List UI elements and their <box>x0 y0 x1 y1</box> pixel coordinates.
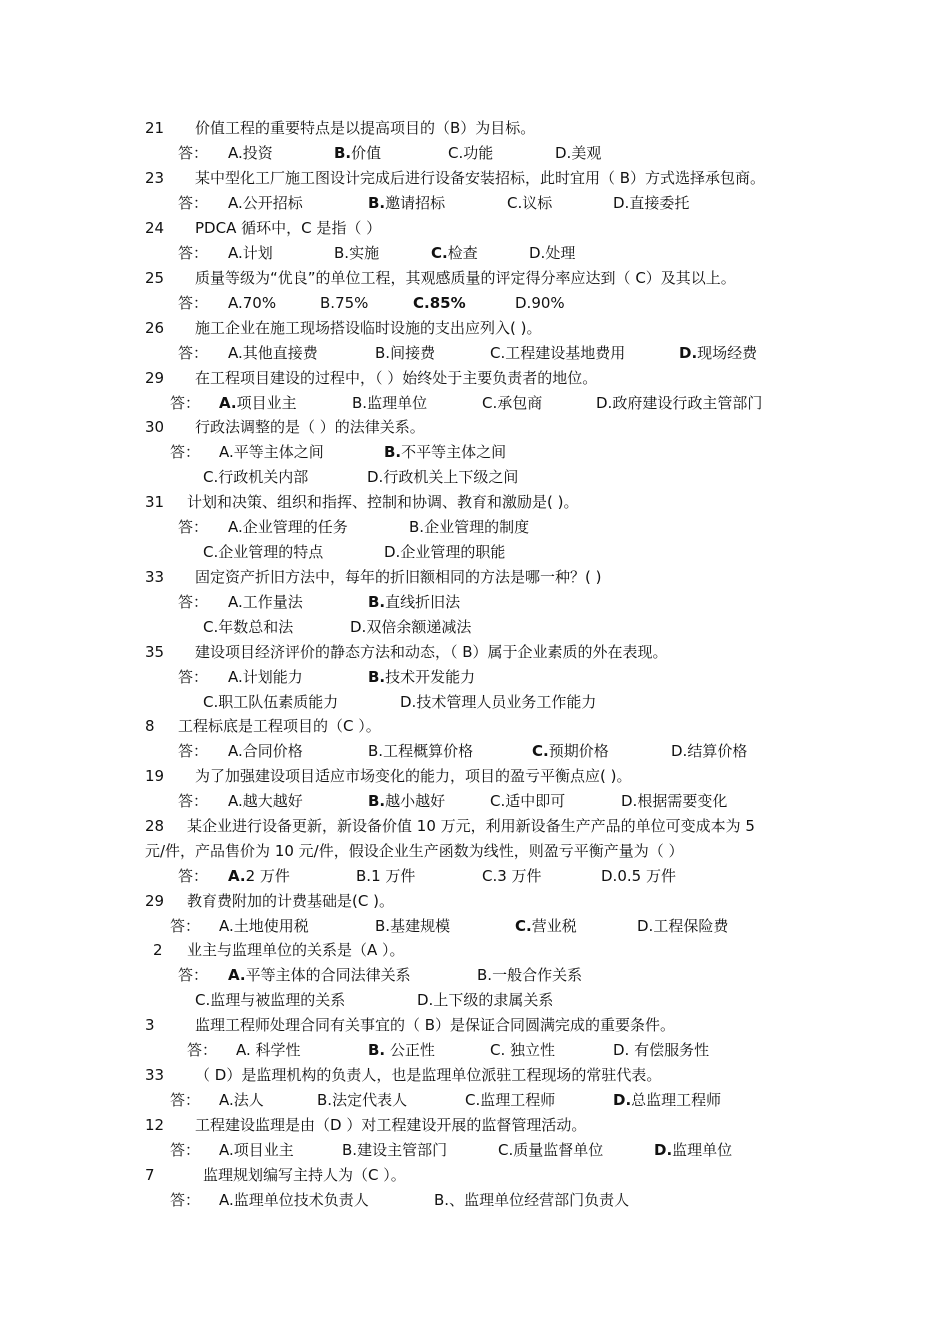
option-d: D.双倍余额递减法 <box>350 618 472 636</box>
answer-label: 答： <box>170 394 201 412</box>
option-d: D.监理单位 <box>654 1141 733 1159</box>
question-text: 监理规划编写主持人为（C ）。 <box>203 1166 406 1184</box>
option-d: D.总监理工程师 <box>613 1091 722 1109</box>
question-number: 24 <box>145 219 165 237</box>
option-b: B.不平等主体之间 <box>384 443 507 461</box>
option-d: D.现场经费 <box>679 344 758 362</box>
option-c: C.行政机关内部 <box>203 468 309 486</box>
option-b: B.法定代表人 <box>317 1091 408 1109</box>
question-number: 2 <box>153 941 163 959</box>
question-text: 监理工程师处理合同有关事宜的（ B）是保证合同圆满完成的重要条件。 <box>195 1016 676 1034</box>
question-text: 某企业进行设备更新，新设备价值 10 万元，利用新设备生产产品的单位可变成本为 5 <box>187 817 755 835</box>
answer-label: 答： <box>178 593 209 611</box>
option-a: A.70% <box>228 294 277 312</box>
option-c: C.适中即可 <box>490 792 566 810</box>
option-a: A.工作量法 <box>228 593 303 611</box>
question-text: 为了加强建设项目适应市场变化的能力，项目的盈亏平衡点应( )。 <box>195 767 632 785</box>
question-number: 35 <box>145 643 165 661</box>
option-b: B.工程概算价格 <box>368 742 474 760</box>
answer-label: 答： <box>178 668 209 686</box>
option-c: C.质量监督单位 <box>498 1141 604 1159</box>
option-a: A.2 万件 <box>228 867 290 885</box>
option-d: D.行政机关上下级之间 <box>367 468 519 486</box>
option-a: A.平等主体之间 <box>219 443 324 461</box>
question-number: 25 <box>145 269 165 287</box>
question-text: 施工企业在施工现场搭设临时设施的支出应列入( )。 <box>195 319 542 337</box>
option-c: C.企业管理的特点 <box>203 543 324 561</box>
option-a: A.计划能力 <box>228 668 303 686</box>
question-number: 29 <box>145 369 165 387</box>
option-d: D. 有偿服务性 <box>613 1041 710 1059</box>
option-d: D.技术管理人员业务工作能力 <box>400 693 597 711</box>
option-d: D.工程保险费 <box>637 917 729 935</box>
option-d: D.结算价格 <box>671 742 748 760</box>
option-c: C.议标 <box>507 194 553 212</box>
answer-label: 答： <box>187 1041 218 1059</box>
question-number: 3 <box>145 1016 155 1034</box>
question-number: 19 <box>145 767 165 785</box>
option-a: A.土地使用税 <box>219 917 309 935</box>
option-a: A.监理单位技术负责人 <box>219 1191 369 1209</box>
option-b: B.1 万件 <box>356 867 416 885</box>
question-number: 7 <box>145 1166 155 1184</box>
option-a: A.合同价格 <box>228 742 303 760</box>
answer-label: 答： <box>170 1091 201 1109</box>
option-b: B.建设主管部门 <box>342 1141 448 1159</box>
option-d: D.企业管理的职能 <box>384 543 506 561</box>
answer-label: 答： <box>178 867 209 885</box>
option-b: B.监理单位 <box>352 394 428 412</box>
option-c: C.85% <box>413 294 466 312</box>
question-number: 30 <box>145 418 165 436</box>
answer-label: 答： <box>178 518 209 536</box>
option-d: D.根据需要变化 <box>621 792 728 810</box>
option-a: A.公开招标 <box>228 194 303 212</box>
answer-label: 答： <box>178 144 209 162</box>
question-number: 33 <box>145 568 165 586</box>
question-text: 在工程项目建设的过程中，（ ）始终处于主要负责者的地位。 <box>195 369 598 387</box>
question-text-continued: 元/件，产品售价为 10 元/件，假设企业生产函数为线性，则盈亏平衡产量为（ ） <box>145 842 684 860</box>
question-number: 12 <box>145 1116 165 1134</box>
answer-label: 答： <box>178 344 209 362</box>
question-text: 业主与监理单位的关系是（A ）。 <box>187 941 405 959</box>
option-b: B.直线折旧法 <box>368 593 461 611</box>
option-d: D.90% <box>515 294 565 312</box>
option-c: C.职工队伍素质能力 <box>203 693 339 711</box>
option-d: D.直接委托 <box>613 194 690 212</box>
option-d: D.处理 <box>529 244 576 262</box>
option-a: A.项目业主 <box>219 1141 294 1159</box>
answer-label: 答： <box>178 194 209 212</box>
option-b: B.邀请招标 <box>368 194 446 212</box>
question-text: 固定资产折旧方法中，每年的折旧额相同的方法是哪一种？( ) <box>195 568 602 586</box>
answer-label: 答： <box>178 742 209 760</box>
question-text: 建设项目经济评价的静态方法和动态，（ B）属于企业素质的外在表现。 <box>195 643 668 661</box>
answer-label: 答： <box>170 917 201 935</box>
option-b: B.价值 <box>334 144 382 162</box>
question-number: 28 <box>145 817 165 835</box>
option-b: B.越小越好 <box>368 792 446 810</box>
option-a: A.项目业主 <box>219 394 297 412</box>
option-c: C.监理工程师 <box>465 1091 556 1109</box>
answer-label: 答： <box>170 1191 201 1209</box>
option-b: B.企业管理的制度 <box>409 518 530 536</box>
option-d: D.政府建设行政主管部门 <box>596 394 763 412</box>
option-c: C.年数总和法 <box>203 618 294 636</box>
option-b: B.75% <box>320 294 369 312</box>
option-a: A.平等主体的合同法律关系 <box>228 966 411 984</box>
question-number: 29 <box>145 892 165 910</box>
question-number: 26 <box>145 319 165 337</box>
option-d: D.0.5 万件 <box>601 867 676 885</box>
option-c: C.检查 <box>431 244 478 262</box>
answer-label: 答： <box>170 443 201 461</box>
question-text: 工程标底是工程项目的（C ）。 <box>178 717 381 735</box>
option-b: B.、监理单位经营部门负责人 <box>434 1191 630 1209</box>
option-a: A. 科学性 <box>236 1041 301 1059</box>
option-b: B.实施 <box>334 244 380 262</box>
question-number: 33 <box>145 1066 165 1084</box>
answer-label: 答： <box>178 966 209 984</box>
question-text: （ D）是监理机构的负责人，也是监理单位派驻工程现场的常驻代表。 <box>195 1066 662 1084</box>
option-b: B.基建规模 <box>375 917 451 935</box>
option-b: B.一般合作关系 <box>477 966 583 984</box>
option-c: C.3 万件 <box>482 867 542 885</box>
question-number: 31 <box>145 493 165 511</box>
question-text: 质量等级为“优良”的单位工程，其观感质量的评定得分率应达到（ C）及其以上。 <box>195 269 736 287</box>
answer-label: 答： <box>178 792 209 810</box>
option-c: C. 独立性 <box>490 1041 556 1059</box>
question-text: 行政法调整的是（ ）的法律关系。 <box>195 418 425 436</box>
option-b: B.间接费 <box>375 344 436 362</box>
option-d: D.上下级的隶属关系 <box>417 991 554 1009</box>
option-c: C.营业税 <box>515 917 577 935</box>
question-text: 计划和决策、组织和指挥、控制和协调、教育和激励是( )。 <box>187 493 579 511</box>
option-c: C.预期价格 <box>532 742 609 760</box>
option-a: A.其他直接费 <box>228 344 318 362</box>
answer-label: 答： <box>178 244 209 262</box>
answer-label: 答： <box>178 294 209 312</box>
question-number: 21 <box>145 119 165 137</box>
question-text: PDCA 循环中，C 是指（ ） <box>195 219 382 237</box>
question-number: 8 <box>145 717 155 735</box>
option-a: A.越大越好 <box>228 792 303 810</box>
question-text: 某中型化工厂施工图设计完成后进行设备安装招标，此时宜用（ B）方式选择承包商。 <box>195 169 766 187</box>
option-b: B.技术开发能力 <box>368 668 476 686</box>
answer-label: 答： <box>170 1141 201 1159</box>
question-number: 23 <box>145 169 165 187</box>
option-a: A.法人 <box>219 1091 264 1109</box>
option-c: C.监理与被监理的关系 <box>195 991 346 1009</box>
option-d: D.美观 <box>555 144 602 162</box>
option-c: C.工程建设基地费用 <box>490 344 626 362</box>
option-a: A.计划 <box>228 244 273 262</box>
option-c: C.功能 <box>448 144 494 162</box>
option-c: C.承包商 <box>482 394 543 412</box>
question-text: 教育费附加的计费基础是(C )。 <box>187 892 394 910</box>
option-a: A.投资 <box>228 144 273 162</box>
option-a: A.企业管理的任务 <box>228 518 348 536</box>
question-text: 价值工程的重要特点是以提高项目的（B）为目标。 <box>195 119 536 137</box>
option-b: B. 公正性 <box>368 1041 435 1059</box>
question-text: 工程建设监理是由（D ）对工程建设开展的监督管理活动。 <box>195 1116 587 1134</box>
